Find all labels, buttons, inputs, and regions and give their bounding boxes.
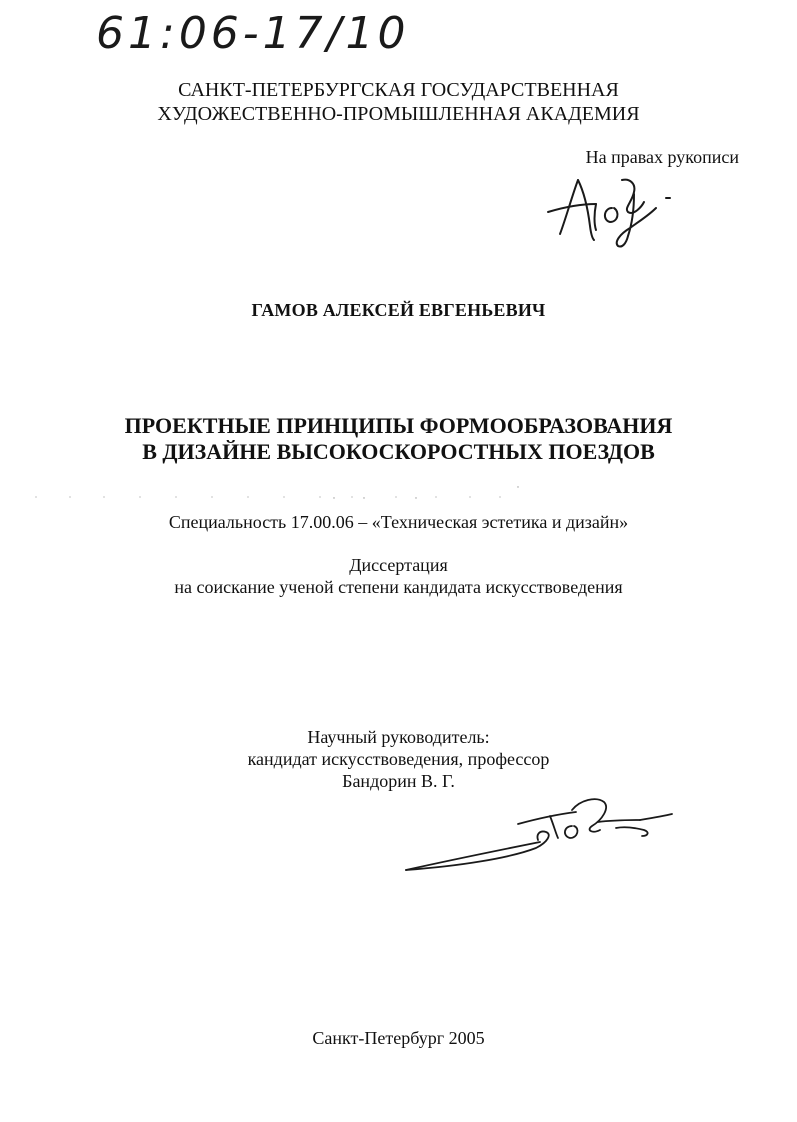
scientific-advisor [0, 726, 797, 792]
archive-number-handwritten [96, 2, 426, 60]
advisor-label: Научный руководитель: [307, 727, 490, 747]
institution-line-2: ХУДОЖЕСТВЕННО-ПРОМЫШЛЕННАЯ АКАДЕМИЯ [157, 103, 640, 125]
institution-line-1: САНКТ-ПЕТЕРБУРГСКАЯ ГОСУДАРСТВЕННАЯ [178, 79, 619, 101]
document-type-line-2: на соискание ученой степени кандидата искусствоведения [174, 577, 623, 597]
city-year: Санкт-Петербург 2005 [312, 1028, 485, 1048]
archive-number-text: 61:06-17/10 [96, 8, 410, 59]
institution-name [0, 78, 797, 126]
title-line-2: В ДИЗАЙНЕ ВЫСОКОСКОРОСТНЫХ ПОЕЗДОВ [142, 439, 655, 464]
advisor-signature-drawing [400, 790, 690, 880]
manuscript-rights-note: На правах рукописи [585, 147, 739, 167]
document-type-line-1: Диссертация [349, 555, 448, 575]
document-type [0, 554, 797, 598]
author-signature-drawing [538, 168, 688, 254]
advisor-name: Бандорин В. Г. [342, 771, 455, 791]
title-line-1: ПРОЕКТНЫЕ ПРИНЦИПЫ ФОРМООБРАЗОВАНИЯ [124, 413, 673, 438]
specialty: Специальность 17.00.06 – «Техническая эстетика и дизайн» [168, 512, 629, 532]
advisor-signature [400, 790, 690, 880]
author-name: ГАМОВ АЛЕКСЕЙ ЕВГЕНЬЕВИЧ [251, 300, 546, 320]
scan-artifact-dots [0, 485, 797, 505]
advisor-degree: кандидат искусствоведения, профессор [247, 749, 550, 769]
archive-number-drawing [96, 2, 426, 60]
dissertation-title [0, 413, 797, 465]
author-signature [538, 168, 688, 254]
